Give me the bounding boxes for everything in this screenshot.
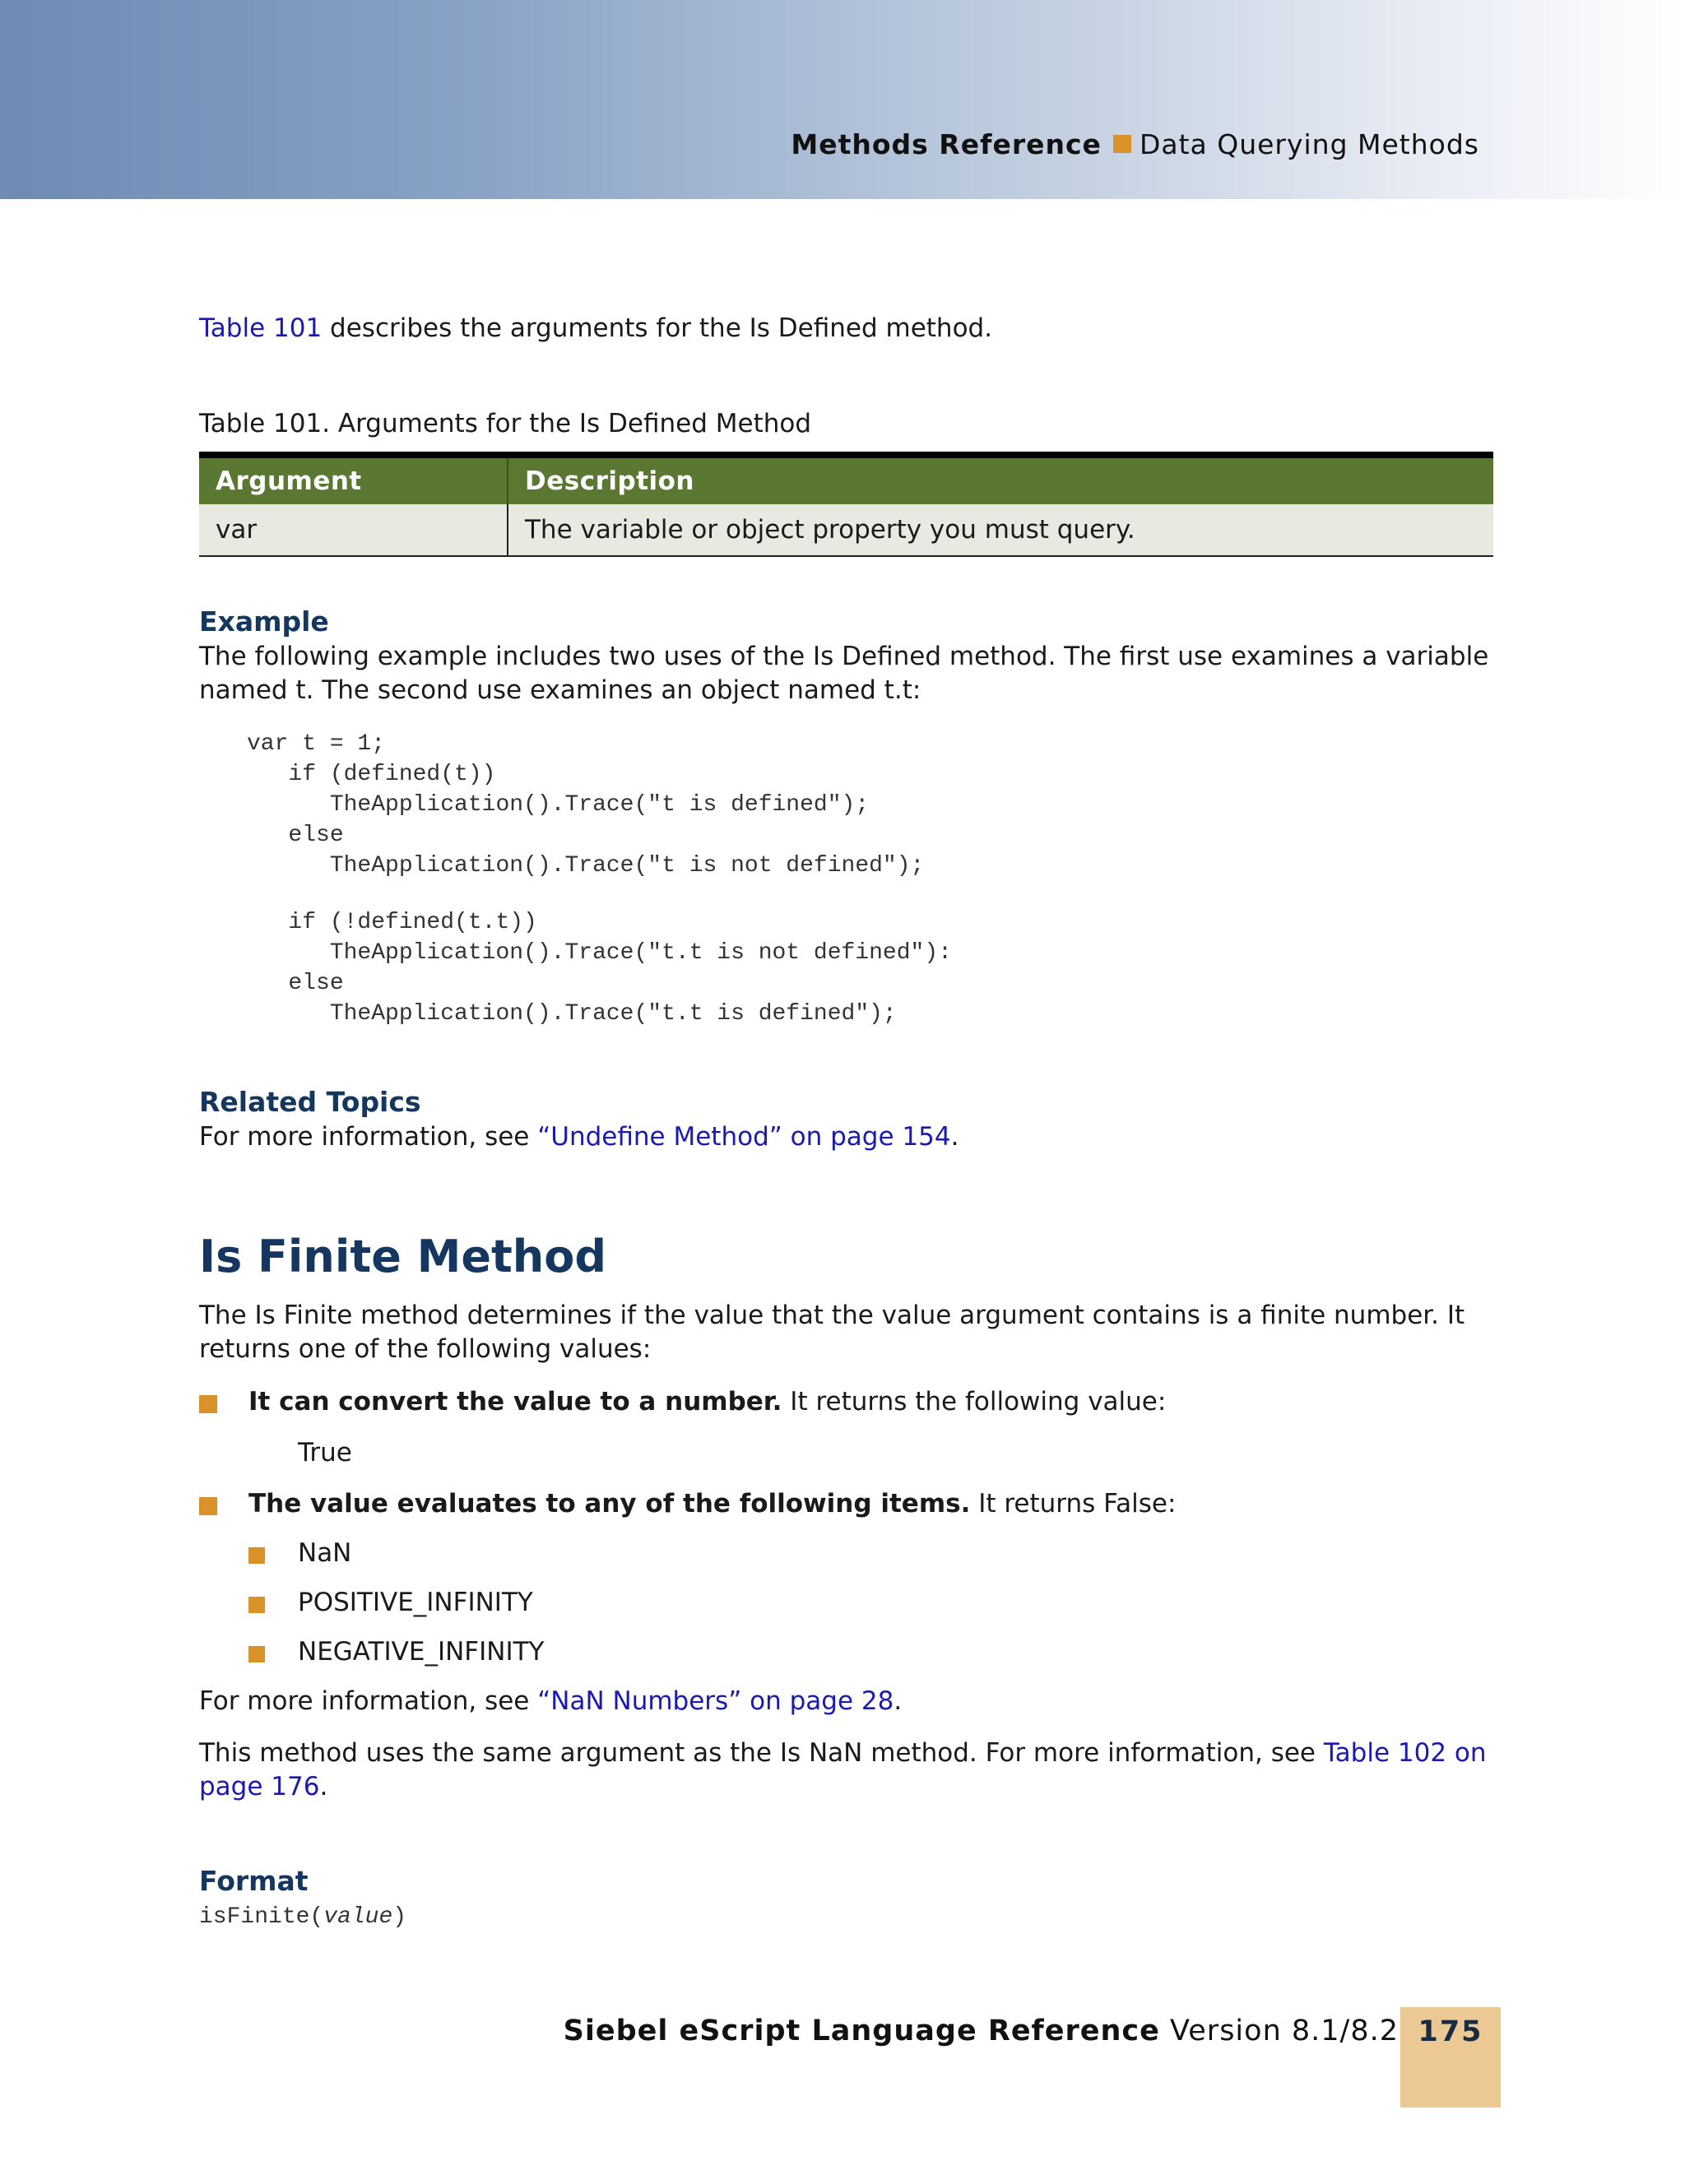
header-square-icon	[1113, 135, 1131, 153]
table-101-link[interactable]: Table 101	[199, 313, 323, 343]
page-number: 175	[1418, 2015, 1483, 2048]
nan-more-info	[199, 1685, 1493, 1718]
table-102-link[interactable]: Table 102 on page 176	[199, 1738, 1487, 1801]
list-item: POSITIVE_INFINITY	[298, 1588, 533, 1617]
sub-bullet-square-icon	[248, 1646, 265, 1662]
bullet-evaluates	[248, 1487, 1493, 1521]
example-heading: Example	[199, 605, 329, 638]
bullet-square-icon	[199, 1497, 217, 1515]
format-syntax	[199, 1900, 1493, 1934]
header-subsection: Data Querying Methods	[1139, 128, 1479, 160]
bullet-convertible-bold: It can convert the value to a number.	[248, 1387, 782, 1417]
footer-book-title: Siebel eScript Language Reference	[563, 2015, 1160, 2047]
same-arg-text: This method uses the same argument as the Is NaN method. For more information, see	[199, 1738, 1324, 1768]
column-header-argument: Argument	[199, 455, 508, 504]
format-argument: value	[323, 1904, 393, 1930]
bullet-convertible-rest: It returns the following value:	[782, 1387, 1167, 1417]
bullet-square-icon	[199, 1395, 217, 1413]
related-topics-text	[199, 1120, 1493, 1154]
table-row	[199, 504, 1493, 556]
bullet-convertible	[248, 1385, 1493, 1419]
column-header-description: Description	[508, 455, 1493, 504]
header-section: Methods Reference	[791, 128, 1102, 160]
bullet-evaluates-rest: It returns False:	[970, 1489, 1177, 1519]
running-header	[791, 128, 1479, 160]
footer-title	[564, 2015, 1399, 2047]
sub-bullet-square-icon	[248, 1597, 265, 1613]
sub-bullet-square-icon	[248, 1547, 265, 1564]
code-block-2: if (!defined(t.t)) TheApplication().Trace("t.t is not defined"): else TheApplication().Trace("t.t is defined");	[288, 910, 952, 1027]
same-argument-paragraph	[199, 1737, 1493, 1804]
same-arg-suffix: .	[319, 1772, 328, 1801]
related-topics-heading: Related Topics	[199, 1086, 421, 1118]
related-prefix: For more information, see	[199, 1122, 538, 1152]
related-suffix: .	[950, 1122, 959, 1152]
bullet-evaluates-bold: The value evaluates to any of the following items.	[248, 1489, 971, 1519]
nan-more-prefix: For more information, see	[199, 1686, 538, 1716]
list-item: NEGATIVE_INFINITY	[298, 1637, 545, 1667]
example-text: The following example includes two uses of the Is Defined method. The first use examines a variable named t. The second use examines an object named t.t:	[199, 642, 1489, 705]
intro-text: describes the arguments for the Is Defined method.	[322, 313, 993, 343]
footer-version: Version 8.1/8.2	[1159, 2015, 1399, 2047]
is-finite-intro: The Is Finite method determines if the value that the value argument contains is a finite number. It returns one of the following values:	[199, 1301, 1465, 1364]
undefine-method-link[interactable]: “Undefine Method” on page 154	[537, 1122, 951, 1152]
code-block-1: var t = 1; if (defined(t)) TheApplication().Trace("t is defined"); else TheApplication().Trace("t is not defined");	[247, 731, 925, 879]
list-item: NaN	[298, 1538, 352, 1568]
table-caption: Table 101. Arguments for the Is Defined Method	[199, 409, 812, 438]
page-number-box	[1400, 2007, 1501, 2107]
header-band	[0, 0, 1685, 199]
format-close: )	[392, 1904, 407, 1930]
format-heading: Format	[199, 1865, 309, 1897]
intro-paragraph	[199, 312, 1493, 345]
table-header-row	[199, 455, 1493, 504]
is-finite-title: Is Finite Method	[199, 1231, 606, 1282]
nan-more-suffix: .	[894, 1686, 903, 1716]
arguments-table	[199, 452, 1493, 557]
nan-numbers-link[interactable]: “NaN Numbers” on page 28	[537, 1686, 894, 1716]
return-true-value: True	[298, 1438, 352, 1468]
cell-argument: var	[199, 504, 508, 556]
format-function: isFinite(	[199, 1904, 324, 1930]
cell-description: The variable or object property you must query.	[508, 504, 1493, 556]
